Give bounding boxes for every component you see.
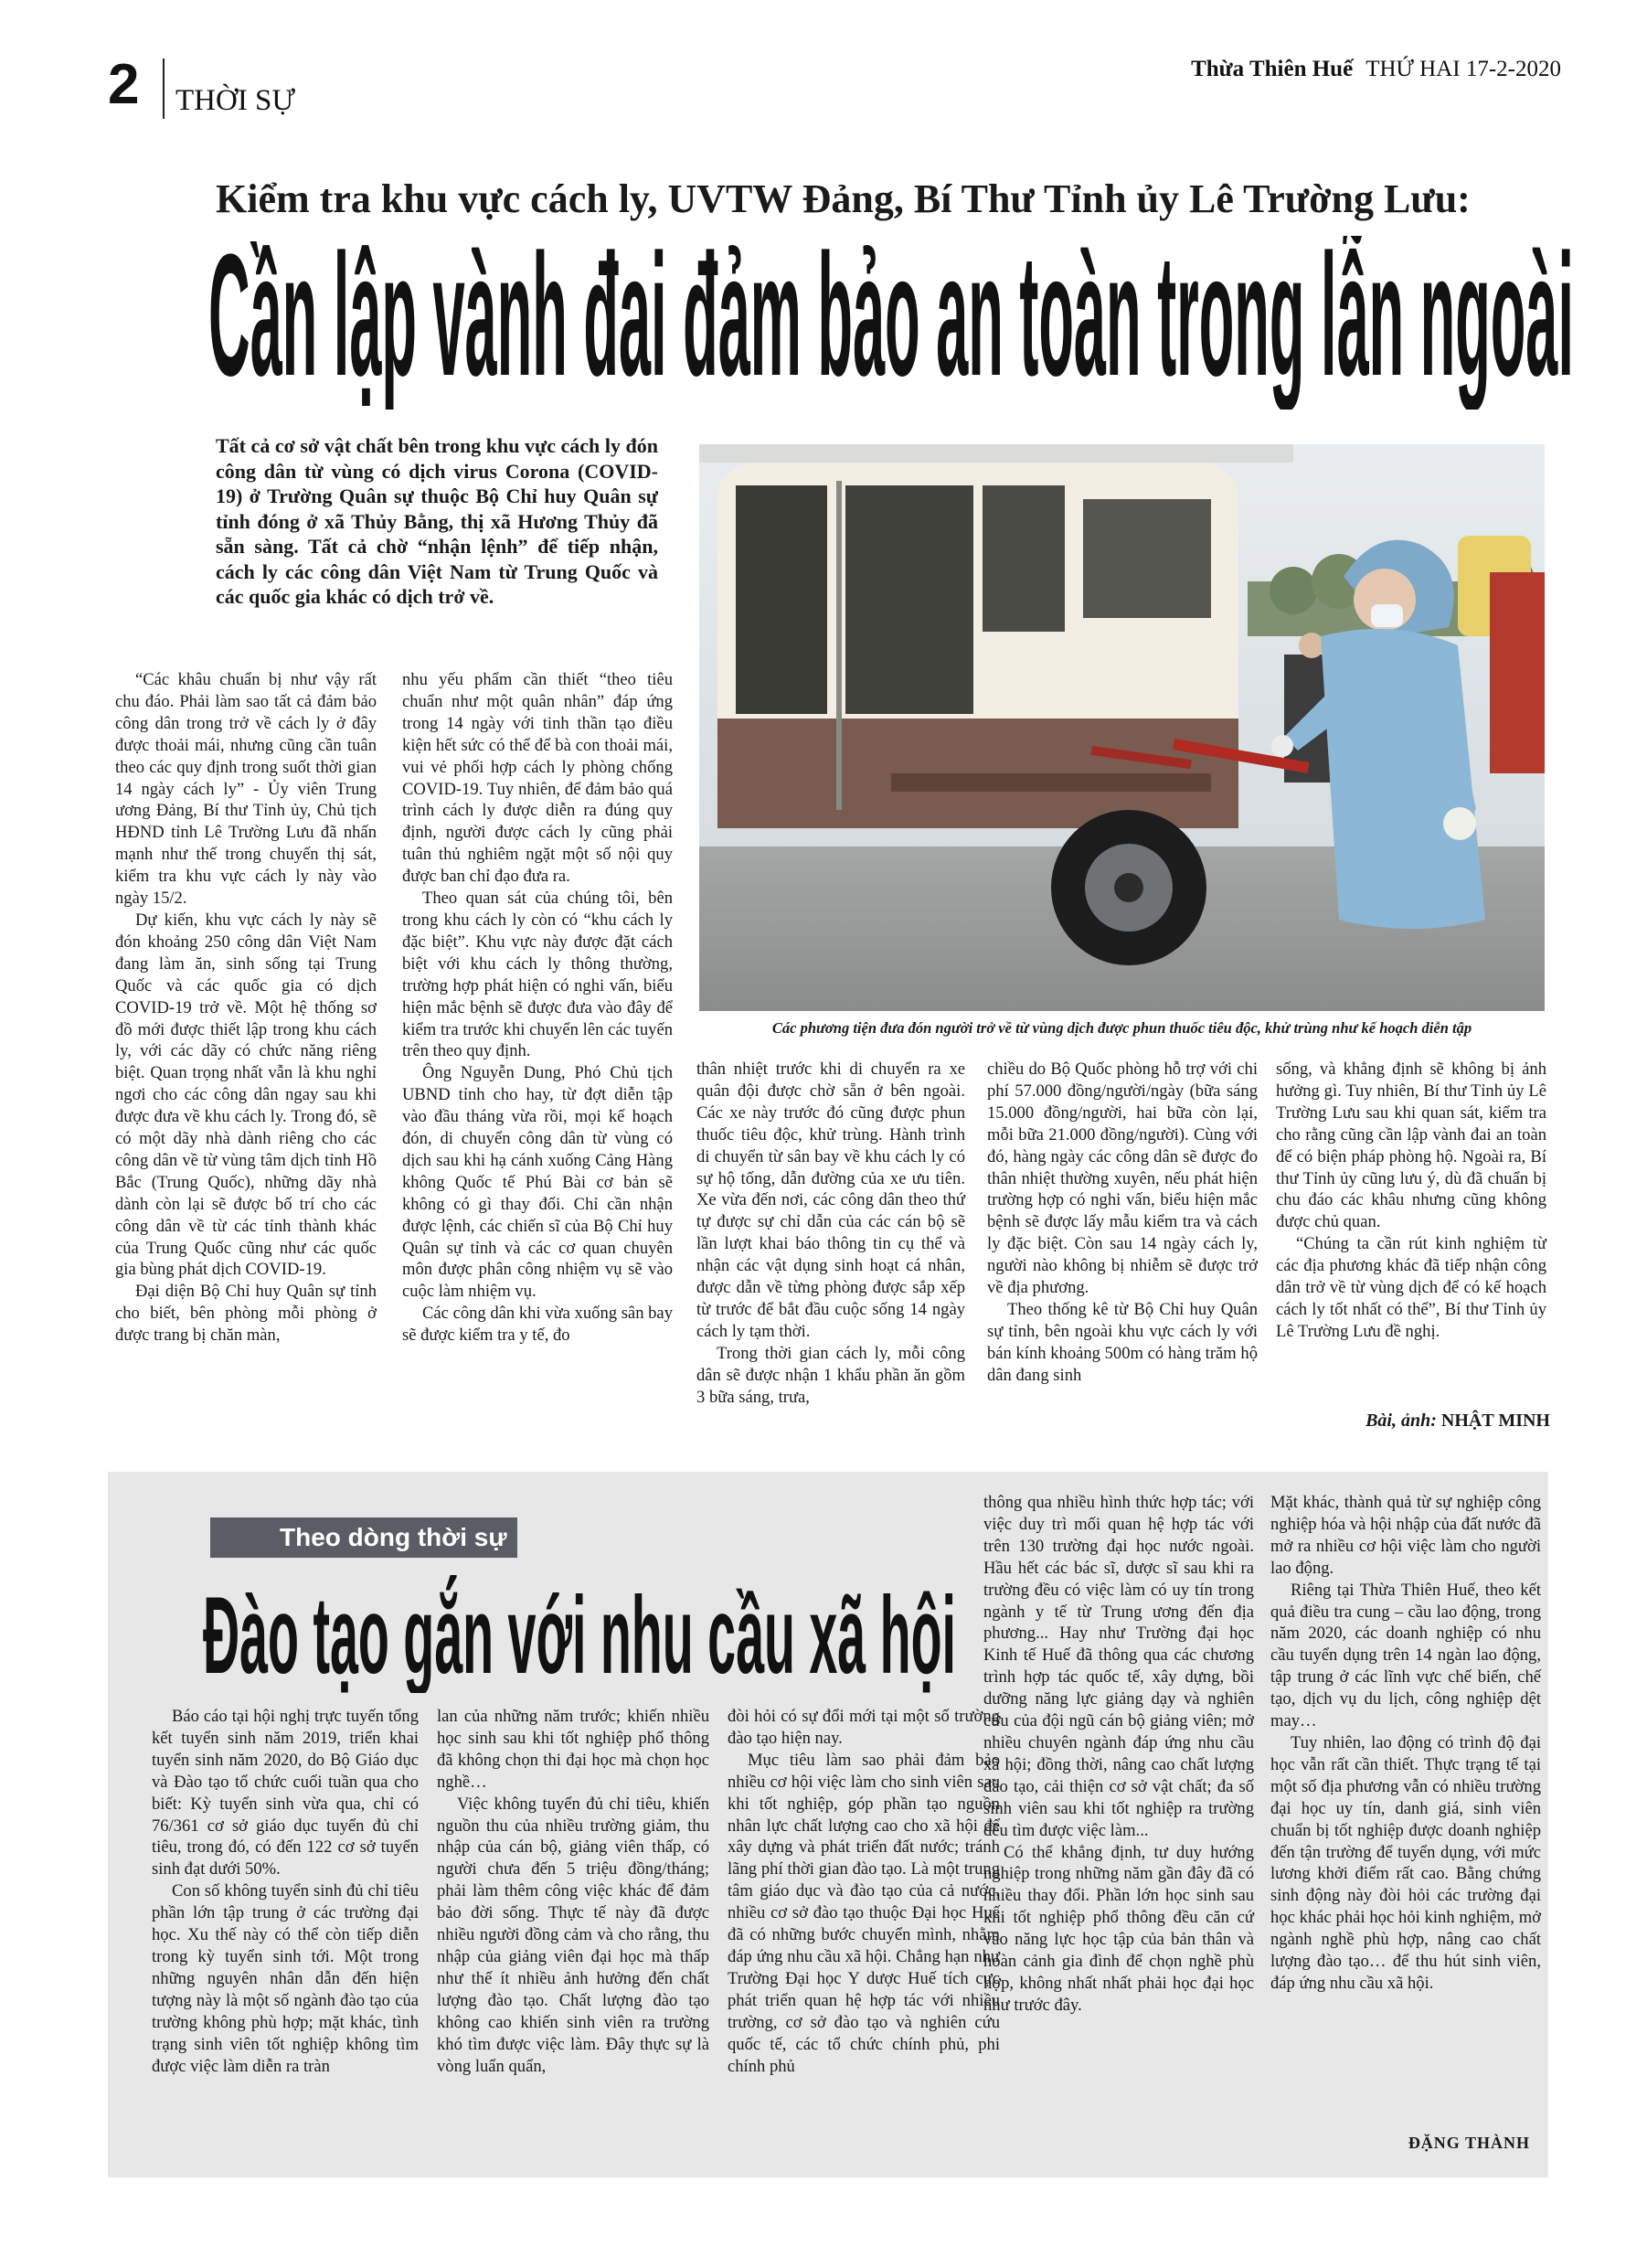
commentary-headline [203,1574,962,1693]
article2-column-1 [152,1706,419,2077]
article1-column-1 [115,669,377,1347]
article2-column-3 [728,1706,1000,2077]
paragraph: đòi hỏi có sự đổi mới tại một số trường đào tạo hiện nay. [728,1707,1000,1748]
header-divider [163,59,165,119]
article1-column-2 [402,669,673,1347]
article1-column-4 [987,1059,1258,1387]
paragraph: Mặt khác, thành quả từ sự nghiệp công nghiệp hóa và hội nhập của đất nước đã mở ra nhiều cơ hội việc làm cho người lao động. [1270,1493,1541,1578]
paragraph: “Các khâu chuẩn bị như vậy rất chu đáo. Phải làm sao tất cả đảm bảo công dân trong trở về cách ly ở đây được thoải mái, nhưng cũng cần tuân theo các quy định trong suốt thời gian 14 ngày cách ly” - Ủy viên Trung ương Đảng, Bí thư Tỉnh ủy, Chủ tịch HĐND tỉnh Lê Trường Lưu đã nhấn mạnh như thế trong chuyến thị sát, kiểm tra khu vực cách ly này vào ngày 15/2. [115,670,377,909]
paragraph: Đại diện Bộ Chỉ huy Quân sự tỉnh cho biết, bên phòng mỗi phòng ở được trang bị chăn màn, [115,1282,377,1346]
paragraph: Báo cáo tại hội nghị trực tuyến tổng kết tuyển sinh năm 2019, triển khai tuyển sinh năm 2020, do Bộ Giáo dục và Đào tạo tổ chức cuối tuần qua cho biết: Kỳ tuyển sinh vừa qua, chỉ có 76/361 cơ sở giáo dục tuyển đủ chỉ tiêu, trong đó, có đến 122 cơ sở tuyển sinh đạt dưới 50%. [152,1707,419,1879]
photo-caption: Các phương tiện đưa đón người trở về từ vùng dịch được phun thuốc tiêu độc, khử trùng như kế hoạch diễn tập [771,1019,1472,1037]
page-number: 2 [108,53,140,116]
paragraph: Có thể khẳng định, tư duy hướng nghiệp trong những năm gần đây đã có nhiều thay đổi. Phần lớn học sinh sau khi tốt nghiệp phổ thông đều căn cứ vào năng lực học tập của bản thân và hoàn cảnh gia đình để chọn nghề phù hợp, không nhất nhất phải học đại học như trước đây. [983,1842,1254,2015]
section-name: THỜI SỰ [175,84,296,117]
paragraph: Tuy nhiên, lao động có trình độ đại học vẫn rất cần thiết. Thực trạng tế tại một số địa phương vẫn có nhiều trường đại học uy tín, danh giá, sinh viên chuẩn bị tốt nghiệp được doanh nghiệp đến tận trường để tuyển dụng, với mức lương khởi điểm rất cao. Bằng chứng sinh động này đòi hỏi các trường đại học khác phải học hỏi kinh nghiệm, mở ngành nghề phù hợp, nâng cao chất lượng đào tạo… để thu hút sinh viên, đáp ứng nhu cầu xã hội. [1270,1732,1541,1993]
paragraph: “Chúng ta cần rút kinh nghiệm từ các địa phương khác đã tiếp nhận công dân trở về từ vùng dịch để có kế hoạch cách ly tốt nhất có thể”, Bí thư Tỉnh ủy Lê Trường Lưu đề nghị. [1276,1234,1546,1341]
article2-column-2 [437,1706,709,2077]
paragraph: thông qua nhiều hình thức hợp tác; với việc duy trì mối quan hệ hợp tác với trên 130 trường đại học nước ngoài. Hầu hết các bác sĩ, dược sĩ sau khi ra trường đều có việc làm có uy tín trong ngành y tế từ Trung ương đến địa phương... Hay như Trường đại học Kinh tế Huế đã thông qua các chương trình hợp tác quốc tế, xây dựng, bồi dưỡng năng lực giảng dạy và nghiên cứu của đội ngũ cán bộ giảng viên; mở nhiều chuyên ngành đáp ứng nhu cầu xã hội; đồng thời, nâng cao chất lượng đào tạo, cải thiện cơ sở vật chất; đa số sinh viên sau khi tốt nghiệp ra trường đều tìm được việc làm... [983,1493,1254,1840]
article-headline [208,236,1579,410]
publication-name: Thừa Thiên Huế [1191,57,1354,81]
article2-byline: ĐẶNG THÀNH [1408,2134,1530,2152]
paragraph: Theo quan sát của chúng tôi, bên trong khu cách ly còn có “khu cách ly đặc biệt”. Khu vực này được đặt cách biệt với khu cách ly thông thường, trường hợp phát hiện có nghi vấn, biểu hiện mắc bệnh sẽ được đưa vào đây để kiểm tra trước khi chuyển lên các tuyến trên theo quy định. [402,889,673,1061]
paragraph: sống, và khẳng định sẽ không bị ảnh hưởng gì. Tuy nhiên, Bí thư Tỉnh ủy Lê Trường Lưu sau khi quan sát, kiểm tra cho rằng cũng cần lập vành đai an toàn để có biện pháp phòng hộ. Ngoài ra, Bí thư Tỉnh ủy cũng lưu ý, dù đã chuẩn bị chu đáo các khâu nhưng cũng không được chủ quan. [1276,1059,1546,1232]
article1-column-5 [1276,1059,1546,1343]
headline-text: Cần lập vành đai đảm bảo an toàn trong lẫn ngoài [208,236,1574,410]
commentary-headline-text: Đào tạo gắn với nhu cầu xã hội [203,1574,956,1693]
article1-column-3 [696,1059,965,1409]
paragraph: Việc không tuyển đủ chỉ tiêu, khiến nguồn thu của nhiều trường giảm, thu nhập của cán bộ, giảng viên thấp, có người chưa đến 5 triệu đồng/tháng; phải làm thêm công việc khác để đảm bảo đời sống. Thực tế này đã được nhiều người đồng cảm và cho rằng, thu nhập của giảng viên đại học mà thấp như thế ít nhiều ảnh hưởng đến chất lượng đào tạo. Chất lượng đào tạo không cao khiến sinh viên ra trường khó tìm được việc làm. Đây thực sự là vòng luẩn quẩn, [437,1794,709,2076]
byline-author: NHẬT MINH [1440,1411,1550,1431]
paragraph: Trong thời gian cách ly, mỗi công dân sẽ được nhận 1 khẩu phần ăn gồm 3 bữa sáng, trưa, [696,1343,965,1407]
paragraph: Theo thống kê từ Bộ Chỉ huy Quân sự tỉnh, bên ngoài khu vực cách ly với bán kính khoảng 500m có hàng trăm hộ dân đang sinh [987,1299,1258,1385]
paragraph: Mục tiêu làm sao phải đảm bảo nhiều cơ hội việc làm cho sinh viên sau khi tốt nghiệp, góp phần tạo nguồn nhân lực chất lượng cao cho xã hội để xây dựng và phát triển đất nước; tránh lãng phí thời gian đào tạo. Là một trung tâm giáo dục và đào tạo của cả nước, nhiều cơ sở đào tạo thuộc Đại học Huế đã có những bước chuyển mình, nhằm đáp ứng nhu cầu xã hội. Chẳng hạn như Trường Đại học Y dược Huế tích cực phát triển quan hệ hợp tác với nhiều trường, cơ sở đào tạo và nghiên cứu quốc tế, các tổ chức chính phủ, phi chính phủ [728,1750,1000,2076]
paragraph: Ông Nguyễn Dung, Phó Chủ tịch UBND tỉnh cho hay, từ đợt diễn tập vào đầu tháng vừa rồi, mọi kế hoạch đón, di chuyển công dân từ vùng có dịch sau khi hạ cánh xuống Cảng Hàng không Quốc tế Phú Bài cơ bản sẽ không có gì thay đổi. Chỉ cần nhận được lệnh, các chiến sĩ của Bộ Chỉ huy Quân sự tỉnh và các cơ quan chuyên môn được phân công nhiệm vụ sẽ vào cuộc làm nhiệm vụ. [402,1063,673,1302]
paragraph: chiều do Bộ Quốc phòng hỗ trợ với chi phí 57.000 đồng/người/ngày (bữa sáng 15.000 đồng/người, hai bữa còn lại, mỗi bữa 21.000 đồng/người). Cùng với đó, hàng ngày các công dân sẽ được đo thân nhiệt thường xuyên, nếu phát hiện trường hợp có nghi vấn, biểu hiện mắc bệnh sẽ được lấy mẫu kiểm tra và cách ly đặc biệt. Còn sau 14 ngày cách ly, người nào không bị nhiễm sẽ được trở về địa phương. [987,1059,1258,1298]
article-lead: Tất cả cơ sở vật chất bên trong khu vực cách ly đón công dân từ vùng có dịch virus Corona (COVID-19) ở Trường Quân sự thuộc Bộ Chỉ huy Quân sự tỉnh đóng ở xã Thủy Bằng, thị xã Hương Thủy đã sẵn sàng. Tất cả chờ “nhận lệnh” để tiếp nhận, cách ly các công dân Việt Nam từ Trung Quốc và các quốc gia khác có dịch trở về. [216,434,658,608]
article2-column-4 [983,1492,1254,2017]
article-photo [699,444,1545,1011]
column-tag: Theo dòng thời sự [210,1517,517,1558]
issue-date: THỨ HAI 17-2-2020 [1365,57,1561,81]
article1-byline [1365,1411,1550,1432]
paragraph: Riêng tại Thừa Thiên Huế, theo kết quả điều tra cung – cầu lao động, trong năm 2020, các doanh nghiệp có nhu cầu tuyển dụng trên 14 ngàn lao động, tập trung ở các lĩnh vực chế biến, chế tạo, dịch vụ du lịch, công nghiệp dệt may… [1270,1580,1541,1731]
paragraph: thân nhiệt trước khi di chuyển ra xe quân đội được chờ sẵn ở bên ngoài. Các xe này trước đó cũng được phun thuốc tiêu độc, khử trùng. Hành trình di chuyển từ sân bay về khu cách ly có sự hộ tống, dẫn đường của xe ưu tiên. Xe vừa đến nơi, các công dân theo thứ tự được sự chỉ dẫn của các cán bộ sẽ lần lượt khai báo thông tin cụ thể và nhận các vật dụng sinh hoạt cá nhân, được dẫn về từng phòng được sắp xếp từ trước để bắt đầu cuộc sống 14 ngày cách ly tạm thời. [696,1059,965,1341]
paragraph: nhu yếu phẩm cần thiết “theo tiêu chuẩn như một quân nhân” đáp ứng trong 14 ngày với tinh thần tạo điều kiện hết sức có thể để bà con thoải mái, vui vẻ phối hợp cách ly phòng chống COVID-19. Tuy nhiên, để đảm bảo quá trình cách ly được diễn ra đúng quy định, người được cách ly cũng phải tuân thủ nghiêm ngặt một số nội quy được ban chỉ đạo đưa ra. [402,670,673,887]
paragraph: Các công dân khi vừa xuống sân bay sẽ được kiểm tra y tế, đo [402,1304,673,1346]
paragraph: Dự kiến, khu vực cách ly này sẽ đón khoảng 250 công dân Việt Nam đang làm ăn, sinh sống tại Trung Quốc và các quốc gia có dịch COVID-19 trở về. Một hệ thống sơ đồ mới được thiết lập trong khu cách ly, với các dãy có chức năng riêng biệt. Quan trọng nhất vẫn là khu nghỉ ngơi cho các công dân ngay sau khi được đưa về khu cách ly. Trong đó, sẽ có một dãy nhà dành riêng cho các công dân về từ vùng tâm dịch tỉnh Hồ Bắc (Trung Quốc), những dãy nhà dành còn lại sẽ được bố trí cho các công dân về từ các tỉnh thành khác của Trung Quốc cũng như các quốc gia bùng phát dịch COVID-19. [115,910,377,1280]
paragraph: lan của những năm trước; khiến nhiều học sinh sau khi tốt nghiệp phổ thông đã không chọn thi đại học mà chọn học nghề… [437,1707,709,1792]
masthead-info [1191,57,1561,82]
article2-column-5 [1270,1492,1541,1995]
paragraph: Con số không tuyển sinh đủ chỉ tiêu phần lớn tập trung ở các trường đại học. Xu thế này có thể còn tiếp diễn trong kỳ tuyển sinh tới. Một trong những nguyên nhân dẫn đến hiện tượng này là một số ngành đào tạo của trường không phù hợp; mặt khác, tình trạng sinh viên tốt nghiệp không tìm được việc làm diễn ra tràn [152,1881,419,2076]
byline-prefix: Bài, ảnh: [1365,1411,1441,1431]
article-kicker: Kiểm tra khu vực cách ly, UVTW Đảng, Bí Thư Tỉnh ủy Lê Trường Lưu: [216,176,1471,221]
